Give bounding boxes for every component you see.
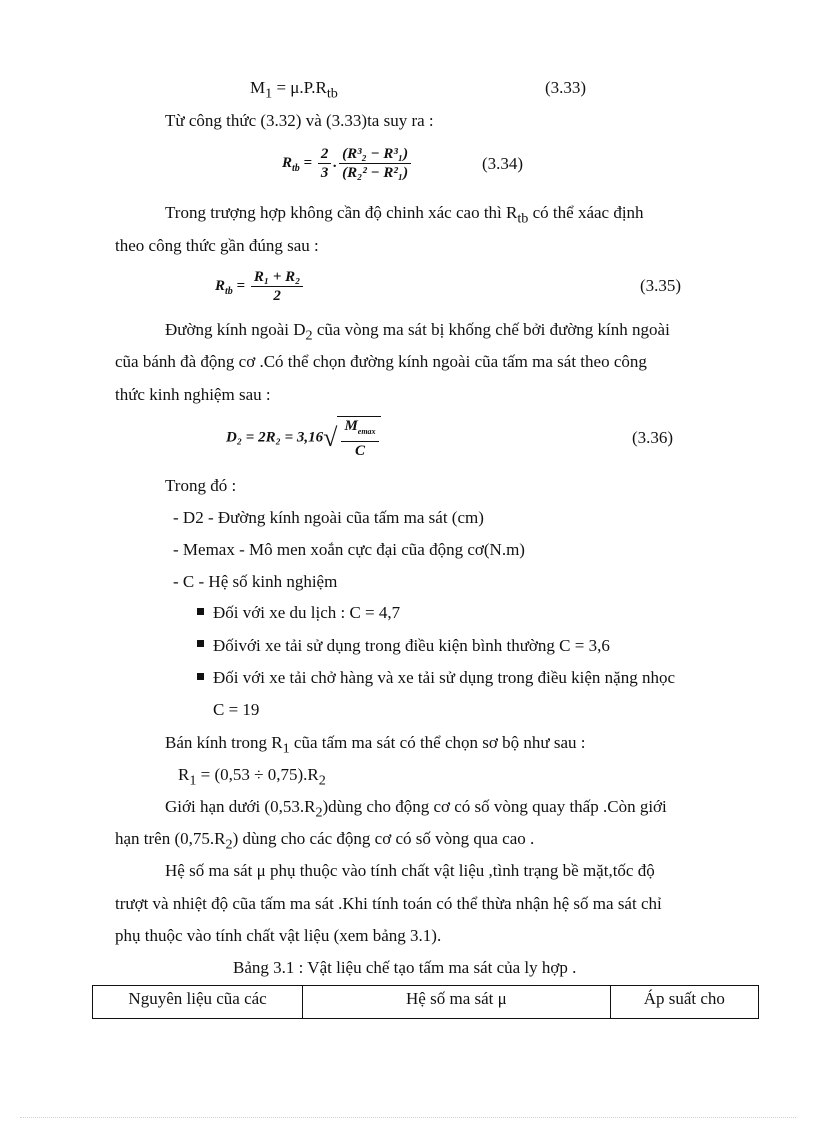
equation-number: (3.34) (482, 154, 524, 173)
coefficient-fraction: $\frac{2}{3}$ (318, 145, 332, 182)
square-root: √ $\frac{M_{emax}}{C}$ (323, 416, 380, 460)
paragraph: Trong trượng hợp không cần độ chinh xác cao thì $R_{tb}$ có thể xáac định (165, 203, 644, 227)
where-heading: Trong đó : (165, 476, 237, 495)
paragraph: theo công thức gần đúng sau : (115, 236, 319, 255)
table-header-cell: Nguyên liệu cũa các (93, 986, 303, 1019)
equation-3-36: D₂ = 2R₂ = 3,16 √ $\frac{M_{emax}}{C}$ (226, 416, 381, 460)
page-divider (20, 1117, 796, 1118)
paragraph: Hệ số ma sát μ phụ thuộc vào tính chất vật liệu ,tình trạng bề mặt,tốc độ (165, 861, 655, 880)
bullet-icon (197, 640, 204, 647)
definition-item: - C - Hệ số kinh nghiệm (173, 572, 338, 591)
equation-3-34: $R_{tb}$ = $\frac{2}{3}$ . $\frac{\text{(R³₂ − R³₁)}}{\text{(R₂² − R²₁)}}$ (282, 145, 413, 182)
paragraph: Bán kính trong $R_1$ cũa tấm ma sát có thể chọn sơ bộ như sau : (165, 733, 586, 757)
equation-number: (3.35) (640, 276, 682, 295)
equation-3-33: $M_1 = \mu.P.R_{tb}$ (250, 78, 338, 102)
table-caption: Bảng 3.1 : Vật liệu chế tạo tấm ma sát của ly hợp . (233, 958, 577, 977)
bullet-item: Đối với xe tải chở hàng và xe tải sử dụng trong điều kiện nặng nhọc (213, 668, 676, 687)
paragraph: phụ thuộc vào tính chất vật liệu (xem bảng 3.1). (115, 926, 442, 945)
radius-fraction: $\frac{\text{(R³₂ − R³₁)}}{\text{(R₂² − R²₁)}}$ (339, 145, 411, 182)
bullet-icon (197, 673, 204, 680)
equation-number: (3.33) (545, 78, 587, 97)
average-fraction: $\frac{\text{R₁ + R₂}}{2}$ (251, 268, 304, 305)
equation-number: (3.36) (632, 428, 674, 447)
paragraph: trượt và nhiệt độ cũa tấm ma sát .Khi tính toán có thể thừa nhận hệ số ma sát chỉ (115, 894, 662, 913)
table-header-cell: Hệ số ma sát μ (303, 986, 610, 1019)
table-header-row (93, 986, 759, 1019)
definition-item: - D2 - Đường kính ngoài cũa tấm ma sát (cm) (173, 508, 484, 527)
materials-table (92, 985, 759, 1019)
paragraph: Từ công thức (3.32) và (3.33)ta suy ra : (165, 111, 434, 130)
paragraph: thức kinh nghiệm sau : (115, 385, 271, 404)
table-header-cell: Áp suất cho (610, 986, 758, 1019)
bullet-item: Đối với xe du lịch : C = 4,7 (213, 603, 401, 622)
equation-r1: $R_1 = (0,53 \div 0,75).R_2$ (178, 765, 326, 789)
paragraph: cũa bánh đà động cơ .Có thể chọn đường kính ngoài cũa tấm ma sát theo công (115, 352, 647, 371)
paragraph: hạn trên $(0,75.R_2)$ dùng cho các động cơ có số vòng qua cao . (115, 829, 535, 853)
bullet-icon (197, 608, 204, 615)
bullet-item-continuation: C = 19 (213, 700, 260, 719)
definition-item: - Memax - Mô men xoắn cực đại cũa động cơ(N.m) (173, 540, 525, 559)
torque-fraction: $\frac{M_{emax}}{C}$ (341, 417, 378, 460)
paragraph: Đường kính ngoài $D_2$ cũa vòng ma sát bị khống chế bởi đường kính ngoài (165, 320, 670, 344)
bullet-item: Đốivới xe tải sử dụng trong điều kiện bình thường C = 3,6 (213, 636, 610, 655)
equation-3-35: $R_{tb}$ = $\frac{\text{R₁ + R₂}}{2}$ (215, 268, 305, 305)
paragraph: Giới hạn dưới $(0,53.R_2)dùng$ cho động cơ có số vòng quay thấp .Còn giới (165, 797, 667, 821)
